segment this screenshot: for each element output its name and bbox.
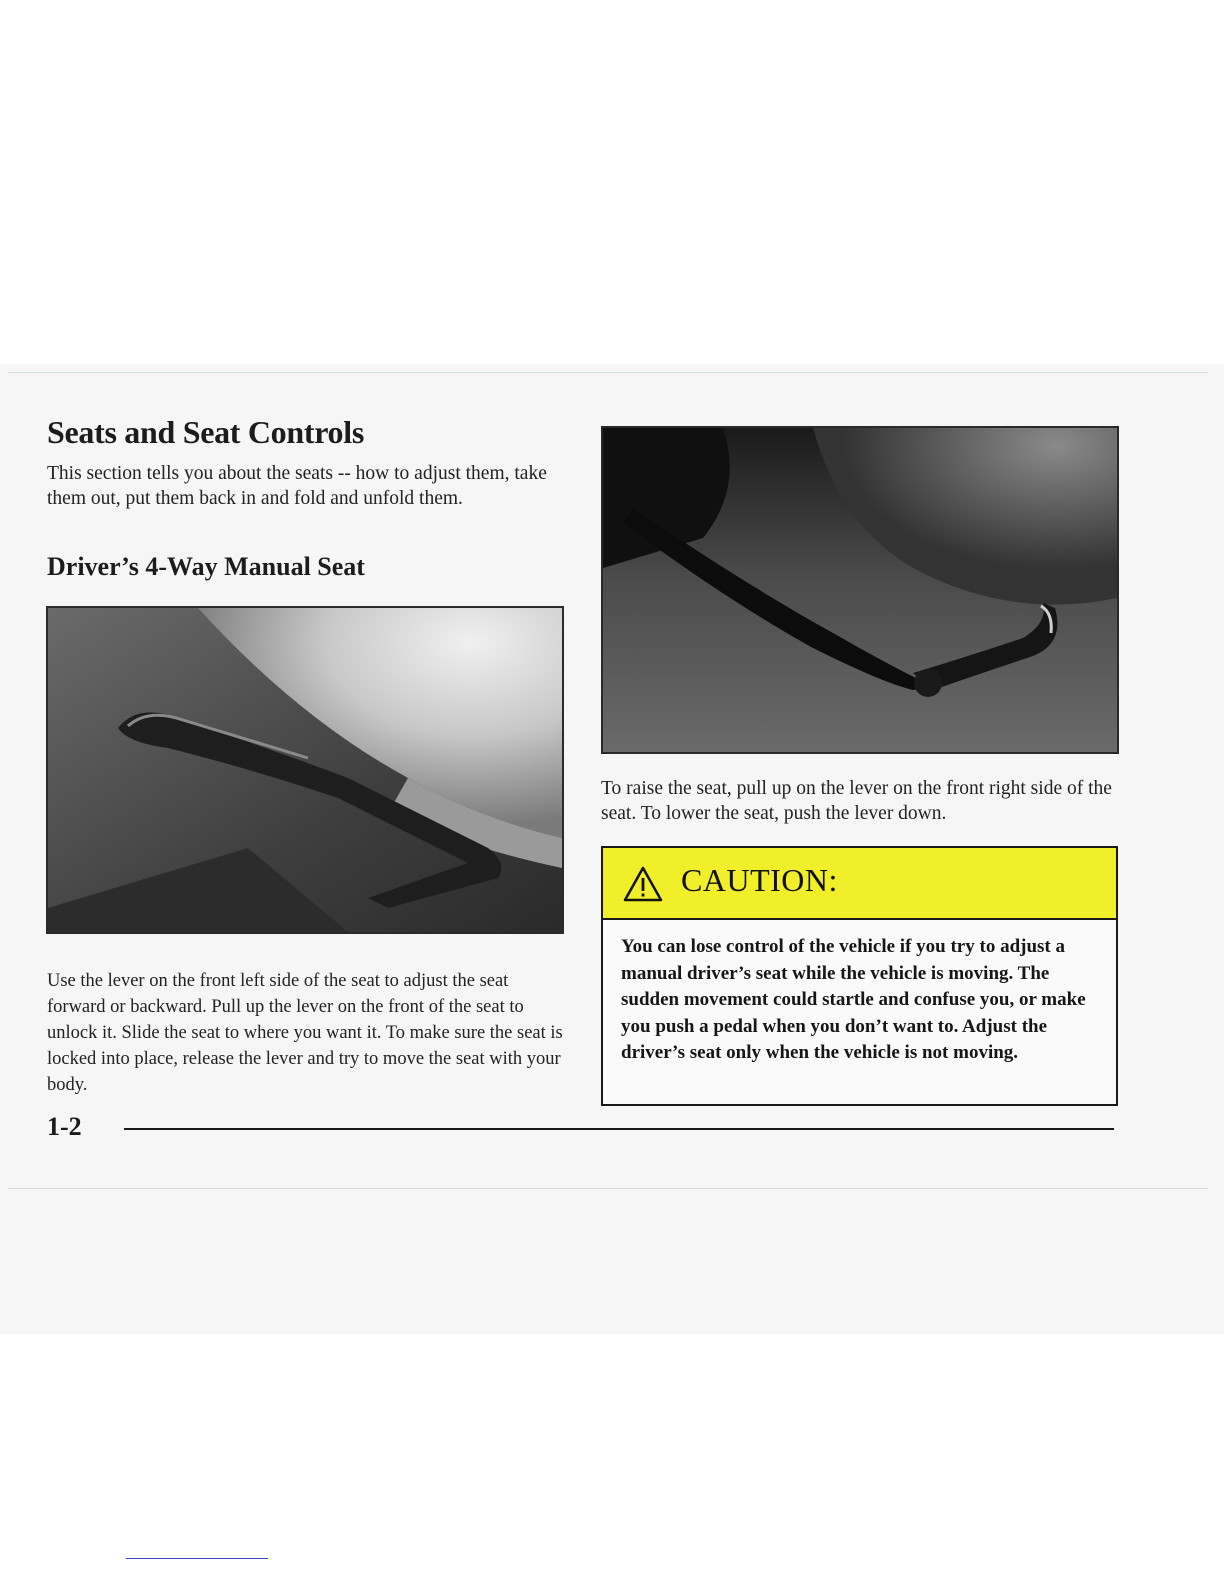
warning-triangle-icon <box>623 866 663 902</box>
seat-height-paragraph: To raise the seat, pull up on the lever on the front right side of the seat. To lower the seat, push the lever down. <box>601 778 1112 824</box>
caution-text: You can lose control of the vehicle if you try to adjust a manual driver’s seat while the vehicle is moving. The sudden movement could startle and confuse you, or make you push a pedal when you don’t want to. Adjust the driver’s seat only when the vehicle is not moving. <box>621 936 1086 1063</box>
caution-box <box>601 846 1118 1106</box>
seat-lever-photo-left <box>46 606 564 934</box>
top-scan-edge <box>8 372 1208 373</box>
page-number: 1-2 <box>47 1112 82 1141</box>
bottom-scan-edge <box>8 1188 1208 1189</box>
stray-underline <box>126 1558 268 1559</box>
intro-paragraph: This section tells you about the seats -- how to adjust them, take them out, put them back in and fold and unfold them. <box>47 463 547 509</box>
seat-lever-photo-right <box>601 426 1119 754</box>
section-heading: Driver’s 4-Way Manual Seat <box>47 552 365 581</box>
page-title: Seats and Seat Controls <box>47 414 364 450</box>
footer-rule <box>124 1128 1114 1130</box>
seat-adjust-paragraph: Use the lever on the front left side of the seat to adjust the seat forward or backward. Pull up the lever on the front of the seat to unlock it. Slide the seat to where you want it. To make sure the seat is locked into place, release the lever and try to move the seat with your body. <box>47 971 563 1095</box>
caution-label: CAUTION: <box>681 862 838 898</box>
caution-header <box>603 848 1116 920</box>
